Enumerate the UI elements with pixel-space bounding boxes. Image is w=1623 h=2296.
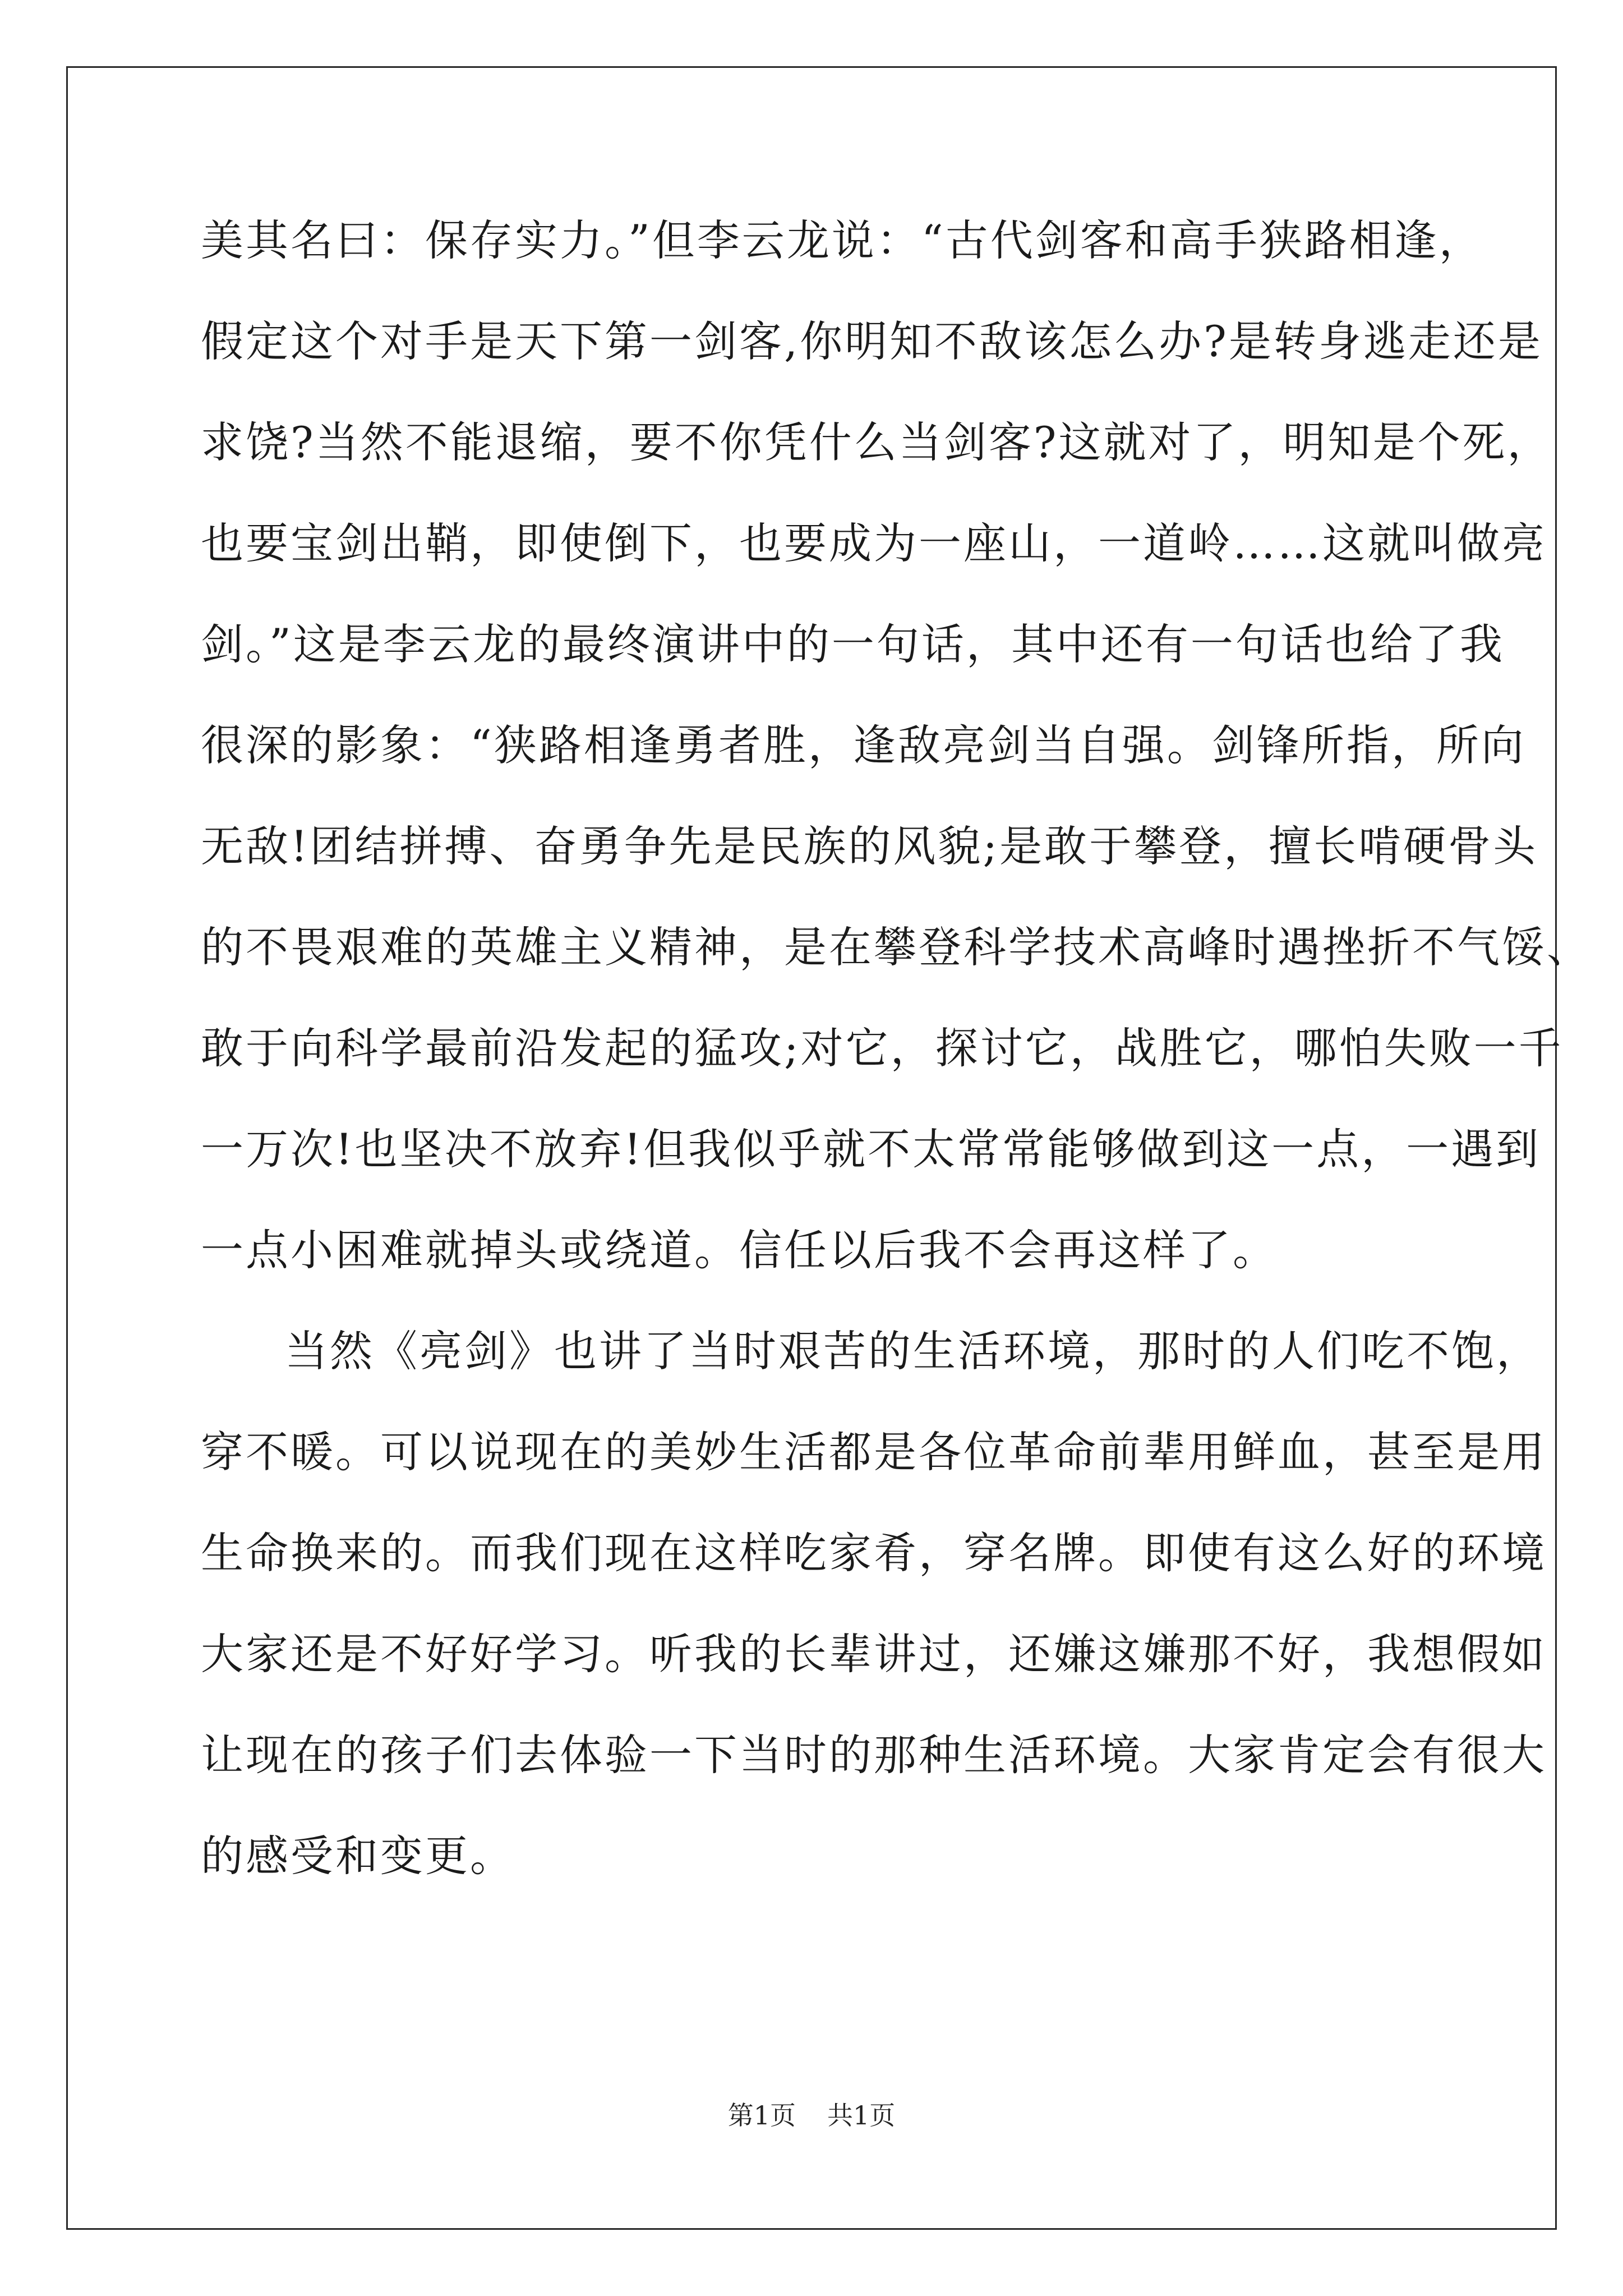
text-line: 无敌!团结拼搏、奋勇争先是民族的风貌;是敢于攀登，擅长啃硬骨头 (201, 821, 1538, 871)
text-line: 的感受和变更。 (201, 1831, 515, 1881)
text-line: 求饶?当然不能退缩，要不你凭什么当剑客?这就对了，明知是个死， (201, 417, 1552, 467)
page-number: 第1页 (727, 2100, 796, 2131)
text-line: 大家还是不好好学习。听我的长辈讲过，还嫌这嫌那不好，我想假如 (201, 1629, 1547, 1679)
text-line: 假定这个对手是天下第一剑客,你明知不敌该怎么办?是转身逃走还是 (201, 316, 1543, 366)
text-line: 生命换来的。而我们现在这样吃家肴，穿名牌。即使有这么好的环境 (201, 1528, 1547, 1578)
text-line: 的不畏艰难的英雄主义精神，是在攀登科学技术高峰时遇挫折不气馁、 (201, 922, 1592, 972)
text-line: 穿不暖。可以说现在的美妙生活都是各位革命前辈用鲜血，甚至是用 (201, 1427, 1547, 1477)
paragraph-start-line: 当然《亮剑》也讲了当时艰苦的生活环境，那时的人们吃不饱， (285, 1326, 1541, 1376)
text-line: 很深的影象：“狭路相逢勇者胜，逢敌亮剑当自强。剑锋所指，所向 (201, 720, 1526, 770)
document-body (201, 210, 1592, 1926)
text-line: 敢于向科学最前沿发起的猛攻;对它，探讨它，战胜它，哪怕失败一千 (201, 1023, 1564, 1073)
text-line: 一点小困难就掉头或绕道。信任以后我不会再这样了。 (201, 1225, 1278, 1275)
text-line: 美其名曰：保存实力。”但李云龙说：“古代剑客和高手狭路相逢， (201, 215, 1484, 265)
page-total: 共1页 (827, 2100, 896, 2131)
text-line: 一万次!也坚决不放弃!但我似乎就不太常常能够做到这一点，一遇到 (201, 1124, 1541, 1174)
text-line: 让现在的孩子们去体验一下当时的那种生活环境。大家肯定会有很大 (201, 1730, 1547, 1780)
text-line: 剑。”这是李云龙的最终演讲中的一句话，其中还有一句话也给了我 (201, 619, 1505, 669)
page-footer (0, 2095, 1623, 2132)
text-line: 也要宝剑出鞘，即使倒下，也要成为一座山，一道岭……这就叫做亮 (201, 518, 1547, 568)
